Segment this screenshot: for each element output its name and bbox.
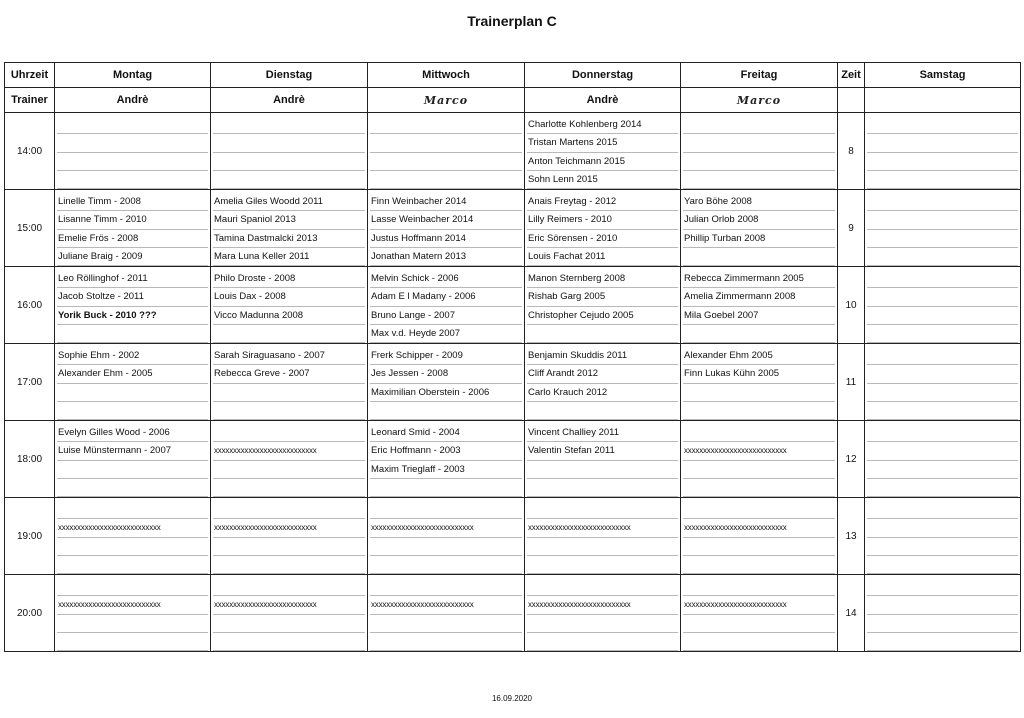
- day-cell: [211, 575, 368, 652]
- time-label: 20:00: [5, 575, 55, 652]
- participant-entry: Leonard Smid - 2004: [370, 424, 522, 442]
- header-samstag: Samstag: [865, 63, 1021, 88]
- trainer-label: Trainer: [5, 88, 55, 113]
- participant-entry: [213, 134, 365, 152]
- participant-entry: [213, 384, 365, 402]
- samstag-line: [867, 402, 1018, 420]
- participant-entry: [683, 633, 835, 651]
- header-day: Mittwoch: [368, 63, 525, 88]
- participant-entry: Tamina Dastmalcki 2013: [213, 230, 365, 248]
- samstag-blank: [865, 88, 1021, 113]
- participant-entry: [370, 153, 522, 171]
- time-label: 18:00: [5, 421, 55, 498]
- samstag-line: [867, 248, 1018, 266]
- schedule-body: [5, 113, 1021, 652]
- samstag-line: [867, 596, 1018, 614]
- participant-entry: [213, 556, 365, 574]
- participant-entry: [57, 325, 208, 343]
- day-cell: [55, 190, 211, 267]
- participant-entry: [370, 134, 522, 152]
- participant-entry: Melvin Schick - 2006: [370, 270, 522, 288]
- participant-entry: [683, 384, 835, 402]
- participant-entry: Mila Goebel 2007: [683, 307, 835, 325]
- participant-entry: Alexander Ehm 2005: [683, 347, 835, 365]
- day-cell: [55, 113, 211, 190]
- participant-entry: Lasse Weinbacher 2014: [370, 211, 522, 229]
- trainer-name: Andrè: [211, 88, 368, 113]
- participant-entry: [527, 402, 678, 420]
- participant-entry: [213, 615, 365, 633]
- participant-entry: [527, 556, 678, 574]
- page-title: Trainerplan C: [467, 13, 557, 29]
- day-cell: [525, 267, 681, 344]
- time-slot-row: [5, 344, 1021, 421]
- participant-entry: Carlo Krauch 2012: [527, 384, 678, 402]
- participant-entry: [57, 556, 208, 574]
- participant-entry: xxxxxxxxxxxxxxxxxxxxxxxxxxx: [370, 519, 522, 537]
- time-slot-row: [5, 190, 1021, 267]
- samstag-line: [867, 134, 1018, 152]
- participant-entry: [57, 402, 208, 420]
- participant-entry: Rishab Garg 2005: [527, 288, 678, 306]
- participant-entry: [57, 578, 208, 596]
- zeit-number: 11: [838, 344, 865, 421]
- participant-entry: xxxxxxxxxxxxxxxxxxxxxxxxxxx: [213, 596, 365, 614]
- participant-entry: Jonathan Matern 2013: [370, 248, 522, 266]
- participant-entry: [57, 134, 208, 152]
- zeit-number: 14: [838, 575, 865, 652]
- participant-entry: Mara Luna Keller 2011: [213, 248, 365, 266]
- header-day: Donnerstag: [525, 63, 681, 88]
- participant-entry: [57, 501, 208, 519]
- header-day: Dienstag: [211, 63, 368, 88]
- participant-entry: Cliff Arandt 2012: [527, 365, 678, 383]
- participant-entry: [370, 501, 522, 519]
- day-cell: [681, 421, 838, 498]
- day-cell: [211, 421, 368, 498]
- participant-entry: Amelia Giles Woodd 2011: [213, 193, 365, 211]
- day-cell: [368, 190, 525, 267]
- samstag-line: [867, 116, 1018, 134]
- participant-entry: Rebecca Greve - 2007: [213, 365, 365, 383]
- time-slot-row: [5, 267, 1021, 344]
- samstag-line: [867, 171, 1018, 189]
- day-cell: [525, 113, 681, 190]
- samstag-line: [867, 384, 1018, 402]
- participant-entry: Jacob Stoltze - 2011: [57, 288, 208, 306]
- participant-entry: [213, 578, 365, 596]
- samstag-line: [867, 270, 1018, 288]
- samstag-line: [867, 288, 1018, 306]
- participant-entry: [683, 248, 835, 266]
- participant-entry: [370, 578, 522, 596]
- participant-entry: [213, 461, 365, 479]
- header-row: [5, 63, 1021, 88]
- participant-entry: [683, 325, 835, 343]
- participant-entry: xxxxxxxxxxxxxxxxxxxxxxxxxxx: [527, 519, 678, 537]
- participant-entry: [683, 556, 835, 574]
- samstag-line: [867, 325, 1018, 343]
- time-slot-row: [5, 498, 1021, 575]
- participant-entry: Maxim Trieglaff - 2003: [370, 461, 522, 479]
- participant-entry: [213, 171, 365, 189]
- participant-entry: Manon Sternberg 2008: [527, 270, 678, 288]
- participant-entry: Max v.d. Heyde 2007: [370, 325, 522, 343]
- participant-entry: [370, 538, 522, 556]
- participant-entry: [370, 479, 522, 497]
- samstag-line: [867, 211, 1018, 229]
- participant-entry: Yorik Buck - 2010 ???: [57, 307, 208, 325]
- time-slot-row: [5, 575, 1021, 652]
- samstag-cell: [865, 421, 1021, 498]
- participant-entry: Julian Orlob 2008: [683, 211, 835, 229]
- trainer-row: [5, 88, 1021, 113]
- participant-entry: Jes Jessen - 2008: [370, 365, 522, 383]
- participant-entry: Sarah Siraguasano - 2007: [213, 347, 365, 365]
- participant-entry: [213, 325, 365, 343]
- participant-entry: Juliane Braig - 2009: [57, 248, 208, 266]
- time-slot-row: [5, 421, 1021, 498]
- participant-entry: [370, 171, 522, 189]
- day-cell: [55, 344, 211, 421]
- day-cell: [368, 498, 525, 575]
- participant-entry: [370, 556, 522, 574]
- participant-entry: Christopher Cejudo 2005: [527, 307, 678, 325]
- samstag-line: [867, 479, 1018, 497]
- participant-entry: Frerk Schipper - 2009: [370, 347, 522, 365]
- trainer-name: Andrè: [525, 88, 681, 113]
- day-cell: [368, 267, 525, 344]
- participant-entry: [683, 461, 835, 479]
- participant-entry: [527, 479, 678, 497]
- day-cell: [368, 113, 525, 190]
- participant-entry: [683, 171, 835, 189]
- participant-entry: [213, 633, 365, 651]
- day-cell: [55, 421, 211, 498]
- participant-entry: Finn Weinbacher 2014: [370, 193, 522, 211]
- participant-entry: Rebecca Zimmermann 2005: [683, 270, 835, 288]
- participant-entry: Anton Teichmann 2015: [527, 153, 678, 171]
- trainer-name-handwritten: Marco: [368, 88, 525, 113]
- day-cell: [211, 113, 368, 190]
- participant-entry: [57, 116, 208, 134]
- participant-entry: [683, 538, 835, 556]
- samstag-line: [867, 519, 1018, 537]
- participant-entry: Emelie Frös - 2008: [57, 230, 208, 248]
- day-cell: [681, 498, 838, 575]
- participant-entry: Yaro Böhe 2008: [683, 193, 835, 211]
- samstag-line: [867, 230, 1018, 248]
- participant-entry: Louis Dax - 2008: [213, 288, 365, 306]
- participant-entry: [527, 538, 678, 556]
- participant-entry: Louis Fachat 2011: [527, 248, 678, 266]
- samstag-line: [867, 153, 1018, 171]
- participant-entry: [683, 578, 835, 596]
- participant-entry: [213, 424, 365, 442]
- print-date: 16.09.2020: [491, 694, 533, 703]
- participant-entry: [527, 501, 678, 519]
- participant-entry: [57, 461, 208, 479]
- header-day: Montag: [55, 63, 211, 88]
- samstag-line: [867, 193, 1018, 211]
- participant-entry: Tristan Martens 2015: [527, 134, 678, 152]
- day-cell: [368, 575, 525, 652]
- participant-entry: xxxxxxxxxxxxxxxxxxxxxxxxxxx: [683, 442, 835, 460]
- header-uhrzeit: Uhrzeit: [5, 63, 55, 88]
- participant-entry: [527, 615, 678, 633]
- participant-entry: [213, 479, 365, 497]
- participant-entry: Vicco Madunna 2008: [213, 307, 365, 325]
- trainer-name-handwritten: Marco: [681, 88, 838, 113]
- day-cell: [681, 344, 838, 421]
- participant-entry: Linelle Timm - 2008: [57, 193, 208, 211]
- participant-entry: Valentin Stefan 2011: [527, 442, 678, 460]
- participant-entry: [213, 402, 365, 420]
- participant-entry: Charlotte Kohlenberg 2014: [527, 116, 678, 134]
- time-slot-row: [5, 113, 1021, 190]
- day-cell: [211, 498, 368, 575]
- day-cell: [681, 113, 838, 190]
- day-cell: [681, 190, 838, 267]
- participant-entry: [57, 633, 208, 651]
- participant-entry: Anais Freytag - 2012: [527, 193, 678, 211]
- participant-entry: [527, 461, 678, 479]
- participant-entry: xxxxxxxxxxxxxxxxxxxxxxxxxxx: [370, 596, 522, 614]
- participant-entry: xxxxxxxxxxxxxxxxxxxxxxxxxxx: [527, 596, 678, 614]
- participant-entry: xxxxxxxxxxxxxxxxxxxxxxxxxxx: [213, 442, 365, 460]
- samstag-line: [867, 633, 1018, 651]
- day-cell: [525, 498, 681, 575]
- participant-entry: Alexander Ehm - 2005: [57, 365, 208, 383]
- zeit-number: 13: [838, 498, 865, 575]
- day-cell: [55, 498, 211, 575]
- time-label: 15:00: [5, 190, 55, 267]
- header-zeit: Zeit: [838, 63, 865, 88]
- participant-entry: xxxxxxxxxxxxxxxxxxxxxxxxxxx: [57, 596, 208, 614]
- participant-entry: Justus Hoffmann 2014: [370, 230, 522, 248]
- zeit-blank: [838, 88, 865, 113]
- participant-entry: Mauri Spaniol 2013: [213, 211, 365, 229]
- samstag-line: [867, 365, 1018, 383]
- participant-entry: Lilly Reimers - 2010: [527, 211, 678, 229]
- participant-entry: [57, 538, 208, 556]
- participant-entry: [370, 116, 522, 134]
- day-cell: [681, 575, 838, 652]
- header-day: Freitag: [681, 63, 838, 88]
- participant-entry: Benjamin Skuddis 2011: [527, 347, 678, 365]
- time-label: 14:00: [5, 113, 55, 190]
- participant-entry: [57, 479, 208, 497]
- participant-entry: [57, 153, 208, 171]
- participant-entry: [683, 424, 835, 442]
- participant-entry: xxxxxxxxxxxxxxxxxxxxxxxxxxx: [683, 519, 835, 537]
- day-cell: [55, 267, 211, 344]
- participant-entry: [683, 479, 835, 497]
- participant-entry: [213, 153, 365, 171]
- participant-entry: Lisanne Timm - 2010: [57, 211, 208, 229]
- day-cell: [55, 575, 211, 652]
- day-cell: [211, 190, 368, 267]
- day-cell: [368, 421, 525, 498]
- participant-entry: Evelyn Gilles Wood - 2006: [57, 424, 208, 442]
- participant-entry: Eric Hoffmann - 2003: [370, 442, 522, 460]
- day-cell: [525, 421, 681, 498]
- participant-entry: Maximilian Oberstein - 2006: [370, 384, 522, 402]
- samstag-cell: [865, 190, 1021, 267]
- participant-entry: Phillip Turban 2008: [683, 230, 835, 248]
- participant-entry: xxxxxxxxxxxxxxxxxxxxxxxxxxx: [57, 519, 208, 537]
- samstag-cell: [865, 498, 1021, 575]
- participant-entry: [370, 402, 522, 420]
- participant-entry: [213, 116, 365, 134]
- participant-entry: [57, 384, 208, 402]
- participant-entry: Amelia Zimmermann 2008: [683, 288, 835, 306]
- samstag-line: [867, 578, 1018, 596]
- participant-entry: [683, 116, 835, 134]
- participant-entry: Vincent Challiey 2011: [527, 424, 678, 442]
- samstag-line: [867, 461, 1018, 479]
- participant-entry: Adam E l Madany - 2006: [370, 288, 522, 306]
- participant-entry: Finn Lukas Kühn 2005: [683, 365, 835, 383]
- zeit-number: 12: [838, 421, 865, 498]
- day-cell: [525, 575, 681, 652]
- participant-entry: [683, 153, 835, 171]
- zeit-number: 8: [838, 113, 865, 190]
- participant-entry: [213, 501, 365, 519]
- samstag-line: [867, 307, 1018, 325]
- participant-entry: [683, 615, 835, 633]
- samstag-line: [867, 501, 1018, 519]
- participant-entry: Eric Sörensen - 2010: [527, 230, 678, 248]
- time-label: 19:00: [5, 498, 55, 575]
- zeit-number: 10: [838, 267, 865, 344]
- day-cell: [368, 344, 525, 421]
- zeit-number: 9: [838, 190, 865, 267]
- participant-entry: [213, 538, 365, 556]
- samstag-line: [867, 424, 1018, 442]
- samstag-line: [867, 556, 1018, 574]
- samstag-line: [867, 442, 1018, 460]
- participant-entry: Philo Droste - 2008: [213, 270, 365, 288]
- participant-entry: xxxxxxxxxxxxxxxxxxxxxxxxxxx: [683, 596, 835, 614]
- samstag-cell: [865, 575, 1021, 652]
- participant-entry: Bruno Lange - 2007: [370, 307, 522, 325]
- time-label: 16:00: [5, 267, 55, 344]
- participant-entry: [57, 615, 208, 633]
- participant-entry: [370, 615, 522, 633]
- schedule-table: [4, 62, 1021, 652]
- participant-entry: Sohn Lenn 2015: [527, 171, 678, 189]
- samstag-line: [867, 538, 1018, 556]
- samstag-line: [867, 615, 1018, 633]
- participant-entry: [683, 501, 835, 519]
- participant-entry: [527, 325, 678, 343]
- samstag-line: [867, 347, 1018, 365]
- samstag-cell: [865, 344, 1021, 421]
- participant-entry: Luise Münstermann - 2007: [57, 442, 208, 460]
- participant-entry: [57, 171, 208, 189]
- day-cell: [681, 267, 838, 344]
- participant-entry: [370, 633, 522, 651]
- participant-entry: [683, 134, 835, 152]
- participant-entry: [527, 578, 678, 596]
- samstag-cell: [865, 267, 1021, 344]
- trainer-name: Andrè: [55, 88, 211, 113]
- participant-entry: [683, 402, 835, 420]
- participant-entry: Sophie Ehm - 2002: [57, 347, 208, 365]
- participant-entry: [527, 633, 678, 651]
- day-cell: [525, 344, 681, 421]
- day-cell: [525, 190, 681, 267]
- day-cell: [211, 344, 368, 421]
- participant-entry: Leo Röllinghof - 2011: [57, 270, 208, 288]
- day-cell: [211, 267, 368, 344]
- participant-entry: xxxxxxxxxxxxxxxxxxxxxxxxxxx: [213, 519, 365, 537]
- time-label: 17:00: [5, 344, 55, 421]
- samstag-cell: [865, 113, 1021, 190]
